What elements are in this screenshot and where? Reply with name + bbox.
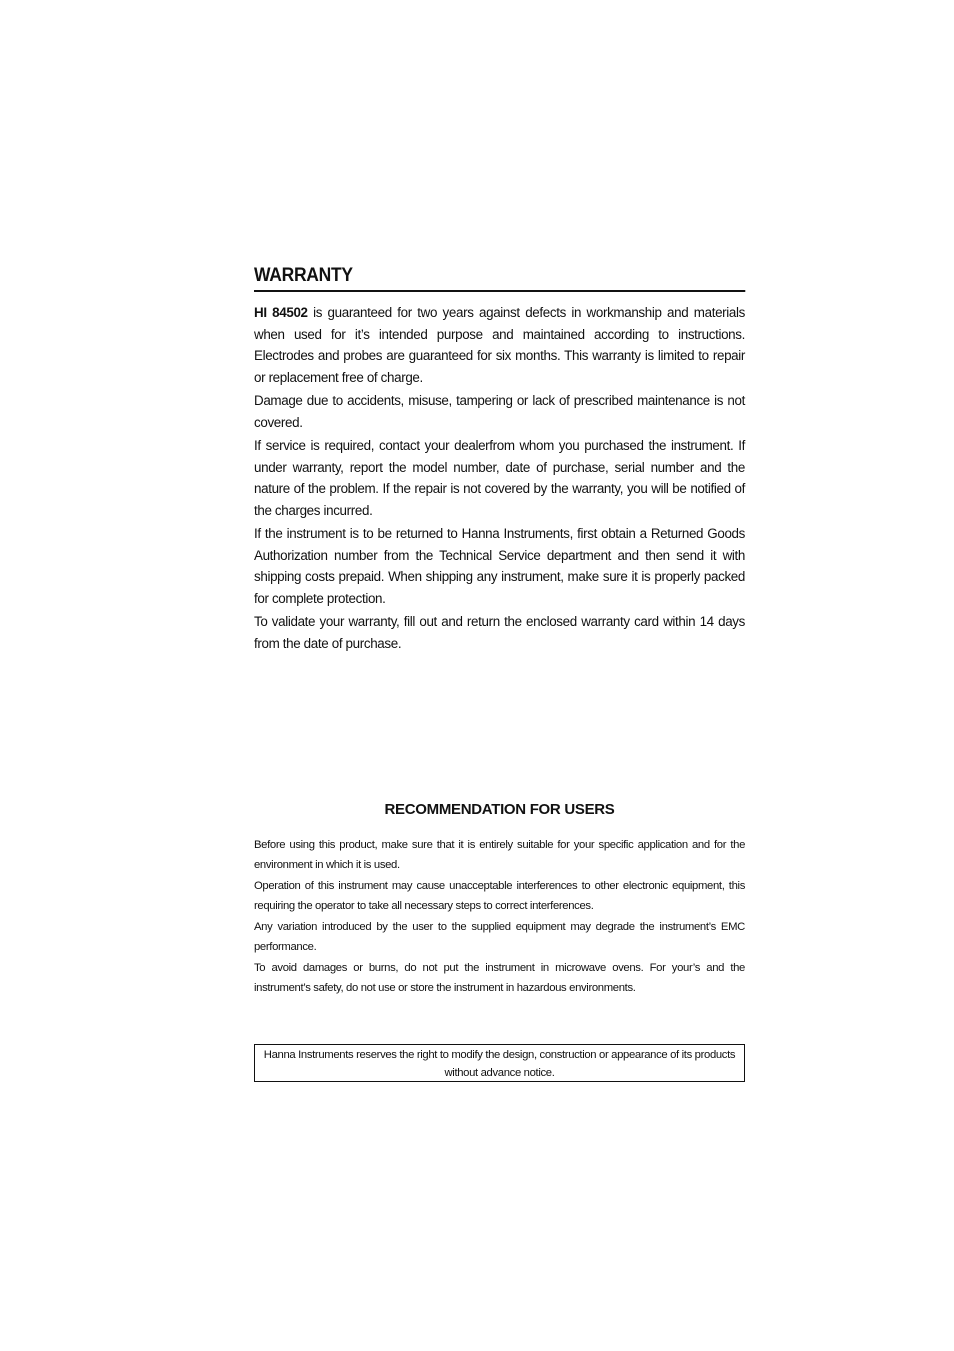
recommendation-paragraph-interference: Operation of this instrument may cause unacceptable interferences to other electronic equipment, this requiring the operator to take all necessary steps to correct interferences. xyxy=(254,880,745,912)
recommendation-paragraph-safety: To avoid damages or burns, do not put the instrument in microwave ovens. For your’s and the instrument’s safety, do not use or store the instrument in hazardous environments. xyxy=(254,962,745,994)
warranty-body xyxy=(254,302,745,656)
warranty-paragraph-validation: To validate your warranty, fill out and return the enclosed warranty card within 14 days from the date of purchase. xyxy=(254,614,745,651)
notice-text: Hanna Instruments reserves the right to modify the design, construction or appearance of its products without advance notice. xyxy=(263,1049,736,1079)
recommendation-paragraph-suitability: Before using this product, make sure that it is entirely suitable for your specific application and for the environment in which it is used. xyxy=(254,839,745,871)
warranty-paragraph-service: If service is required, contact your dealerfrom whom you purchased the instrument. If under warranty, report the model number, date of purchase, serial number and the nature of the problem. If the repair is not covered by the warranty, you will be notified of the charges incurred. xyxy=(254,438,745,518)
model-number: HI 84502 xyxy=(254,305,308,320)
recommendation-body xyxy=(254,835,745,999)
warranty-heading: WARRANTY xyxy=(254,264,745,292)
warranty-paragraph-coverage xyxy=(254,302,745,388)
recommendation-paragraph-emc: Any variation introduced by the user to the supplied equipment may degrade the instrument’s EMC performance. xyxy=(254,921,745,953)
design-change-notice xyxy=(254,1044,745,1082)
warranty-paragraph-exclusions: Damage due to accidents, misuse, tampering or lack of prescribed maintenance is not covered. xyxy=(254,393,745,430)
warranty-paragraph-returns: If the instrument is to be returned to Hanna Instruments, first obtain a Returned Goods Authorization number from the Technical Service department and then send it with shipping costs prepaid. When shipping any instrument, make sure it is properly packed for complete protection. xyxy=(254,526,745,606)
warranty-coverage-text: is guaranteed for two years against defects in workmanship and materials when used for it’s intended purpose and maintained according to instructions. Electrodes and probes are guaranteed for six months. This warranty is limited to repair or replacement free of charge. xyxy=(254,305,745,385)
recommendation-heading: RECOMMENDATION FOR USERS xyxy=(384,801,615,818)
